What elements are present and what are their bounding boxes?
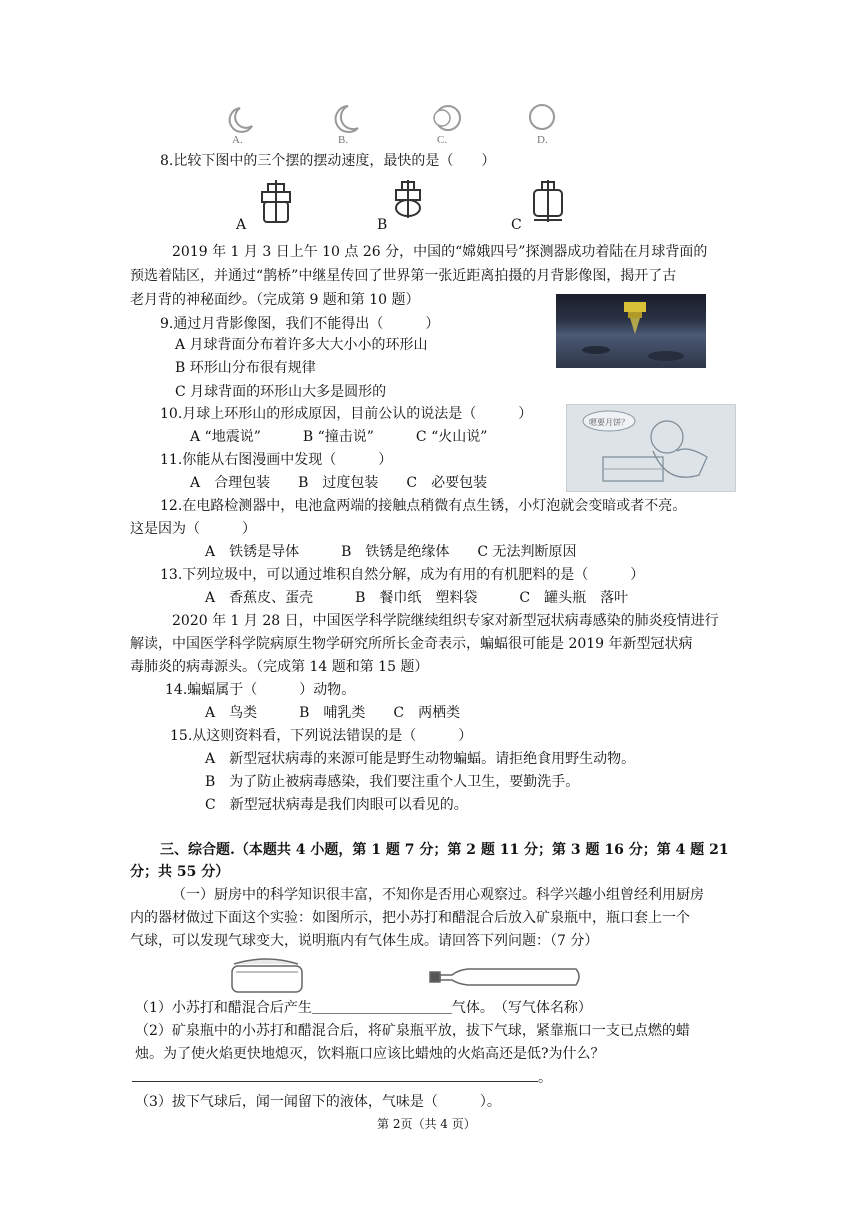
- cartoon-drawing: [567, 405, 735, 491]
- moon-phase-figure: [220, 100, 580, 150]
- q9-option-c: C 月球背面的环形山大多是圆形的: [175, 384, 387, 400]
- q10-stem: 10.月球上环形山的形成原因，目前公认的说法是（ ）: [160, 406, 533, 422]
- q9-option-b: B 环形山分布很有规律: [175, 360, 316, 376]
- moon-label-b: B.: [338, 134, 349, 146]
- cartoon-bubble-text: 嗯要月饼？: [589, 418, 629, 427]
- q15-option-c: C 新型冠状病毒是我们肉眼可以看见的。: [205, 797, 468, 813]
- q11-stem: 11.你能从右图漫画中发现（ ）: [160, 452, 393, 468]
- packaging-cartoon: [566, 404, 736, 492]
- moon-phase-c-icon: [434, 106, 460, 130]
- section3-heading-cont: 分；共 55 分）: [130, 864, 230, 880]
- q12-stem: 12.在电路检测器中，电池盒两端的接触点稍微有点生锈，小灯泡就会变暗或者不亮。: [160, 498, 687, 514]
- q9-option-a: A 月球背面分布着许多大大小小的环形山: [175, 337, 428, 353]
- passage2-line2: 解读，中国医学科学院病原生物学研究所所长金奇表示，蝙蝠很可能是 2019 年新型冠状病: [130, 636, 693, 652]
- experiment-figure: [226, 952, 586, 996]
- pendulum-c-icon: [534, 180, 562, 222]
- passage1-line3: 老月背的神秘面纱。（完成第 9 题和第 10 题）: [130, 292, 420, 308]
- moon-phase-b-icon: [336, 106, 358, 132]
- section3-heading: 三、综合题.（本题共 4 小题，第 1 题 7 分；第 2 题 11 分；第 3 题 16 分；第 4 题 21: [160, 842, 729, 858]
- pendulum-b-icon: [396, 180, 420, 218]
- bottle-flat-icon: [430, 969, 579, 985]
- q14-options: A 鸟类 B 哺乳类 C 两栖类: [205, 705, 461, 721]
- bottle-upright-icon: [232, 959, 302, 992]
- moon-label-a: A.: [232, 134, 243, 146]
- pendulum-a-icon: [262, 180, 290, 222]
- sub-question-3: （3）拔下气球后，闻一闻留下的液体，气味是（ ）。: [135, 1094, 501, 1110]
- part1-line1: （一）厨房中的科学知识很丰富，不知你是否用心观察过。科学兴趣小组曾经利用厨房: [172, 887, 704, 903]
- sub-question-2-line2: 烛。为了使火焰更快地熄灭，饮料瓶口应该比蜡烛的火焰高还是低?为什么？: [135, 1046, 605, 1062]
- page-footer: 第 2页（共 4 页）: [377, 1117, 476, 1131]
- passage2-line3: 毒肺炎的病毒源头。（完成第 14 题和第 15 题）: [130, 659, 429, 675]
- pendulum-label-a: A: [236, 217, 247, 233]
- sub-question-2-line1: （2）矿泉瓶中的小苏打和醋混合后，将矿泉瓶平放，拔下气球，紧靠瓶口一支已点燃的蜡: [135, 1023, 690, 1039]
- part1-line2: 内的器材做过下面这个实验：如图所示，把小苏打和醋混合后放入矿泉瓶中，瓶口套上一个: [130, 910, 690, 926]
- pendulum-figure: [230, 178, 590, 228]
- passage1-line2: 预选着陆区，并通过“鹊桥”中继星传回了世界第一张近距离拍摄的月背影像图，揭开了古: [130, 268, 677, 284]
- q15-option-b: B 为了防止被病毒感染，我们要注重个人卫生，要勤洗手。: [205, 774, 580, 790]
- q11-options: A 合理包装 B 过度包装 C 必要包装: [190, 475, 488, 491]
- q15-option-a: A 新型冠状病毒的来源可能是野生动物蝙蝠。请拒绝食用野生动物。: [205, 751, 636, 767]
- q8-stem: 8.比较下图中的三个摆的摆动速度，最快的是（ ）: [160, 153, 496, 169]
- moon-label-c: C.: [437, 134, 448, 146]
- answer-blank-end: 。: [538, 1070, 552, 1086]
- moon-label-d: D.: [537, 134, 548, 146]
- passage2-line1: 2020 年 1 月 28 日，中国医学科学院继续组织专家对新型冠状病毒感染的肺炎疫情进行: [172, 613, 719, 629]
- q9-stem: 9.通过月背影像图，我们不能得出（ ）: [160, 316, 440, 332]
- passage1-line1: 2019 年 1 月 3 日上午 10 点 26 分，中国的“嫦娥四号”探测器成功着陆在月球背面的: [172, 244, 708, 260]
- q10-options: A “地震说” B “撞击说” C “火山说”: [190, 429, 488, 445]
- moon-phase-a-icon: [230, 108, 252, 132]
- q12-stem-cont: 这是因为（ ）: [130, 521, 256, 537]
- q15-stem: 15.从这则资料看，下列说法错误的是（ ）: [170, 728, 473, 744]
- q13-stem: 13.下列垃圾中，可以通过堆积自然分解，成为有用的有机肥料的是（ ）: [160, 567, 645, 583]
- q13-options: A 香蕉皮、蛋壳 B 餐巾纸 塑料袋 C 罐头瓶 落叶: [205, 590, 629, 606]
- moon-backside-photo: [556, 294, 706, 368]
- moon-phase-d-icon: [530, 105, 554, 129]
- pendulum-label-b: B: [377, 217, 388, 233]
- answer-blank-line[interactable]: [132, 1081, 538, 1082]
- part1-line3: 气球，可以发现气球变大，说明瓶内有气体生成。请回答下列问题：（7 分）: [130, 933, 599, 949]
- pendulum-label-c: C: [511, 217, 522, 233]
- q12-options: A 铁锈是导体 B 铁锈是绝缘体 C 无法判断原因: [205, 544, 577, 560]
- sub-question-1: （1）小苏打和醋混合后产生＿＿＿＿＿＿＿＿＿＿气体。 （写气体名称）: [135, 1000, 592, 1016]
- q14-stem: 14.蝙蝠属于（ ）动物。: [165, 682, 356, 698]
